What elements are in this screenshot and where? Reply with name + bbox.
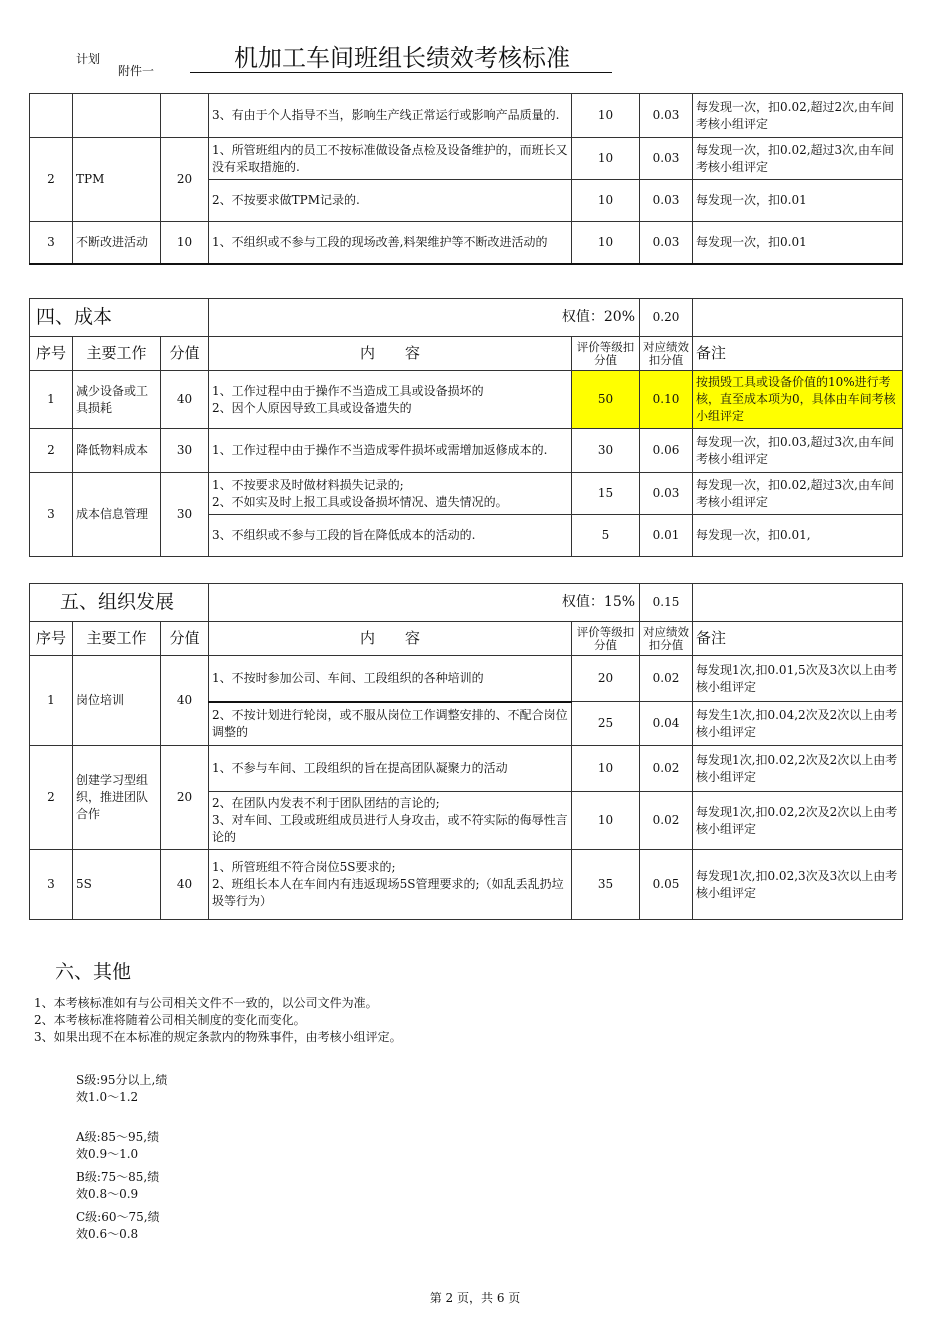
title-underline [190,38,612,73]
section-header-row [30,584,903,622]
table-continued [29,93,903,265]
cell-content: 1、不按时参加公司、车间、工段组织的各种培训的 [209,656,572,702]
table-row [30,138,903,180]
cell-no: 3 [30,850,73,920]
cell-work: 不断改进活动 [73,222,161,264]
cell-score: 20 [161,138,209,222]
header-weight: 对应绩效扣分值 [640,337,693,371]
cell-no: 2 [30,138,73,222]
page-footer: 第 2 页，共 6 页 [429,1291,521,1305]
section-weight-label: 权值：20% [209,299,640,337]
cell-weight: 0.02 [640,746,693,792]
cell-deduct: 10 [572,180,640,222]
cell-content: 2、不按计划进行轮岗，或不服从岗位工作调整安排的、不配合岗位调整的 [209,702,572,746]
cell-deduct: 10 [572,222,640,264]
column-header-row [30,622,903,656]
grade-b: B级:75～85,绩效0.8～0.9 [76,1170,160,1201]
cell-deduct: 15 [572,473,640,515]
cell-deduct: 10 [572,138,640,180]
header-no: 序号 [30,337,73,371]
grade-c: C级:60～75,绩效0.6～0.8 [76,1210,160,1241]
blank-cell [693,584,903,622]
section-weight-value: 0.15 [640,584,693,622]
cell-work: 降低物料成本 [73,429,161,473]
cell-note: 按损毁工具或设备价值的10%进行考核，直至成本项为0，具体由车间考核小组评定 [693,371,903,429]
cell-weight: 0.01 [640,515,693,557]
cell-work: TPM [73,138,161,222]
cell-no: 2 [30,429,73,473]
cell-score [161,94,209,138]
table-row [30,94,903,138]
cell-weight: 0.05 [640,850,693,920]
cell-deduct: 35 [572,850,640,920]
cell-content: 2、不按要求做TPM记录的. [209,180,572,222]
cell-deduct: 25 [572,702,640,746]
header-content: 内 容 [209,337,572,371]
header-work: 主要工作 [73,337,161,371]
cell-no: 3 [30,473,73,557]
section-title: 四、成本 [30,299,209,337]
cell-note: 每发现一次，扣0.02,超过3次,由车间考核小组评定 [693,473,903,515]
cell-work: 减少设备或工具损耗 [73,371,161,429]
section6-title: 六、其他 [55,961,132,983]
grade-a: A级:85～95,绩效0.9～1.0 [76,1130,160,1161]
cell-deduct: 5 [572,515,640,557]
cell-content: 1、所管班组不符合岗位5S要求的; 2、班组长本人在车间内有违返现场5S管理要求的;（如乱丢乱扔垃圾等行为） [209,850,572,920]
notes-list [34,995,402,1046]
cell-note: 每发现一次，扣0.02,超过2次,由车间考核小组评定 [693,94,903,138]
cell-content: 3、不组织或不参与工段的旨在降低成本的活动的. [209,515,572,557]
table-row [30,656,903,702]
cell-content: 2、在团队内发表不利于团队团结的言论的; 3、对车间、工段或班组成员进行人身攻击，或不符实际的侮辱性言论的 [209,792,572,850]
cell-work: 岗位培训 [73,656,161,746]
header-weight: 对应绩效扣分值 [640,622,693,656]
cell-work: 成本信息管理 [73,473,161,557]
table-section-cost [29,298,903,557]
header-note: 备注 [693,622,903,656]
cell-content: 1、工作过程中由于操作不当造成工具或设备损坏的 2、因个人原因导致工具或设备遗失的 [209,371,572,429]
cell-note: 每发现一次，扣0.01 [693,222,903,264]
table-row [30,746,903,792]
blank-cell [693,299,903,337]
cell-weight: 0.02 [640,792,693,850]
section-weight-label: 权值：15% [209,584,640,622]
cell-deduct: 10 [572,746,640,792]
page-title: 机加工车间班组长绩效考核标准 [234,44,570,72]
cell-score: 30 [161,429,209,473]
cell-score: 40 [161,656,209,746]
table-row [30,850,903,920]
cell-weight: 0.03 [640,180,693,222]
cell-note: 每发现1次,扣0.02,2次及2次以上由考核小组评定 [693,792,903,850]
cell-note: 每发现一次，扣0.01 [693,180,903,222]
cell-score: 20 [161,746,209,850]
table-row [30,473,903,515]
header-no: 序号 [30,622,73,656]
cell-content: 1、工作过程中由于操作不当造成零件损坏或需增加返修成本的. [209,429,572,473]
cell-weight: 0.03 [640,94,693,138]
header-score: 分值 [161,622,209,656]
cell-deduct: 10 [572,94,640,138]
cell-deduct: 20 [572,656,640,702]
header-note: 备注 [693,337,903,371]
cell-content: 1、不参与车间、工段组织的旨在提高团队凝聚力的活动 [209,746,572,792]
cell-note: 每发现一次，扣0.02,超过3次,由车间考核小组评定 [693,138,903,180]
cell-score: 30 [161,473,209,557]
column-header-row [30,337,903,371]
cell-score: 40 [161,850,209,920]
grade-s: S级:95分以上,绩效1.0～1.2 [76,1073,168,1104]
cell-note: 每发生1次,扣0.04,2次及2次以上由考核小组评定 [693,702,903,746]
cell-weight: 0.06 [640,429,693,473]
section-title: 五、组织发展 [30,584,209,622]
cell-no: 2 [30,746,73,850]
cell-no: 3 [30,222,73,264]
table-section-org [29,583,903,920]
cell-no: 1 [30,656,73,746]
cell-score: 40 [161,371,209,429]
cell-work: 5S [73,850,161,920]
header-deduct: 评价等级扣分值 [572,337,640,371]
note-item: 2、本考核标准将随着公司相关制度的变化而变化。 [34,1013,306,1027]
cell-note: 每发现1次,扣0.01,5次及3次以上由考核小组评定 [693,656,903,702]
cell-deduct: 10 [572,792,640,850]
header-left2: 附件一 [118,64,155,78]
cell-weight: 0.03 [640,222,693,264]
cell-deduct: 50 [572,371,640,429]
header-deduct: 评价等级扣分值 [572,622,640,656]
header-content: 内 容 [209,622,572,656]
cell-work [73,94,161,138]
cell-weight: 0.02 [640,656,693,702]
table-row [30,222,903,264]
section-header-row [30,299,903,337]
note-item: 3、如果出现不在本标准的规定条款内的物殊事件，由考核小组评定。 [34,1030,402,1044]
cell-weight: 0.04 [640,702,693,746]
section-weight-value: 0.20 [640,299,693,337]
header-score: 分值 [161,337,209,371]
header-work: 主要工作 [73,622,161,656]
header-left1: 计划 [76,52,101,66]
cell-no: 1 [30,371,73,429]
cell-note: 每发现1次,扣0.02,3次及3次以上由考核小组评定 [693,850,903,920]
cell-no [30,94,73,138]
cell-note: 每发现1次,扣0.02,2次及2次以上由考核小组评定 [693,746,903,792]
cell-note: 每发现一次，扣0.03,超过3次,由车间考核小组评定 [693,429,903,473]
cell-weight: 0.10 [640,371,693,429]
cell-content: 3、有由于个人指导不当，影响生产线正常运行或影响产品质量的. [209,94,572,138]
cell-note: 每发现一次，扣0.01, [693,515,903,557]
cell-content: 1、不按要求及时做材料损失记录的; 2、不如实及时上报工具或设备损坏情况、遗失情况的。 [209,473,572,515]
cell-weight: 0.03 [640,473,693,515]
cell-score: 10 [161,222,209,264]
table-row [30,371,903,429]
table-row [30,429,903,473]
cell-work: 创建学习型组织，推进团队合作 [73,746,161,850]
cell-content: 1、所管班组内的员工不按标准做设备点检及设备维护的，而班长又没有采取措施的. [209,138,572,180]
cell-content: 1、不组织或不参与工段的现场改善,料架维护等不断改进活动的 [209,222,572,264]
cell-deduct: 30 [572,429,640,473]
note-item: 1、本考核标准如有与公司相关文件不一致的，以公司文件为准。 [34,996,378,1010]
cell-weight: 0.03 [640,138,693,180]
